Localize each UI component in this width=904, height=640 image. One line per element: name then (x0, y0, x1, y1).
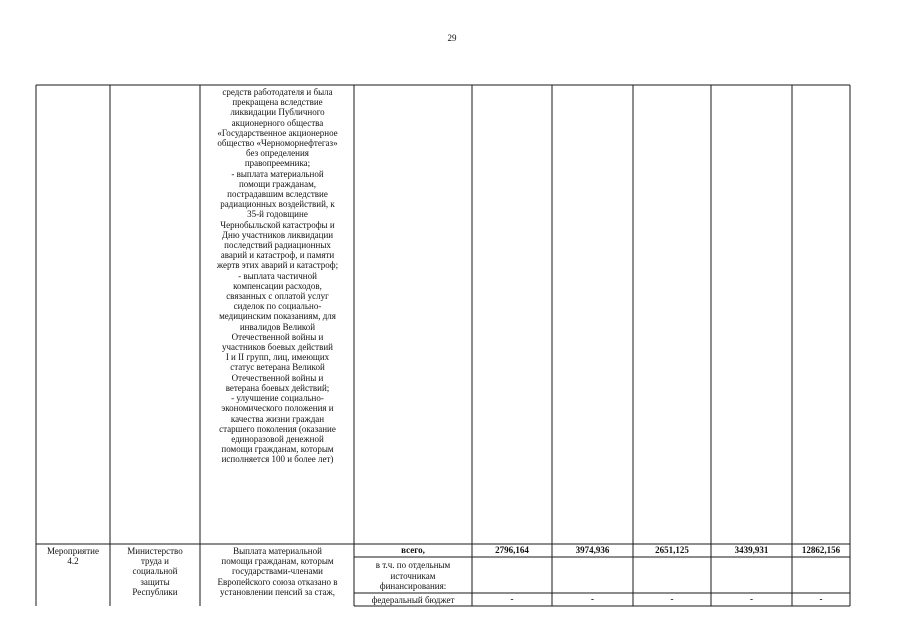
text-line: средств работодателя и была (222, 87, 333, 97)
text-line: аварий и катастроф, и памяти (220, 250, 335, 261)
text-line: источникам (390, 570, 436, 581)
text-line: в т.ч. по отдельным (375, 560, 451, 570)
text-line: ликвидации Публичного (230, 107, 325, 118)
text-line: социальной (132, 566, 178, 577)
text-line: Министерство (127, 546, 183, 556)
text-line: связанных с оплатой услуг (226, 291, 329, 302)
text-line: - выплата материальной (231, 168, 324, 179)
text-line: единоразовой денежной (231, 433, 324, 444)
measure-description (200, 546, 355, 597)
text-line: финансирования: (379, 581, 447, 591)
total-value-2: 3974,936 (575, 545, 610, 555)
text-line: пострадавшим вследствие (227, 189, 328, 200)
text-line: компенсации расходов, (233, 280, 322, 291)
text-line: акционерного общества (231, 117, 324, 128)
federal-value-3: - (670, 594, 674, 604)
text-line: Европейского союза отказано в (217, 576, 338, 587)
text-line: помощи гражданам, которым (221, 556, 334, 567)
text-line: инвалидов Великой (239, 321, 316, 332)
total-value-5: 12862,156 (801, 545, 841, 555)
text-line: радиационных воздействий, к (220, 199, 335, 210)
text-line: прекращена вследствие (232, 97, 323, 108)
text-line: экономического положения и (221, 403, 334, 414)
text-line: помощи гражданам, (238, 178, 317, 189)
text-line: Чернобыльской катастрофы и (220, 219, 335, 230)
source-separate (354, 560, 472, 592)
text-line: Мероприятие (47, 546, 99, 556)
source-total: всего, (401, 545, 425, 555)
federal-value-4: - (750, 594, 753, 604)
federal-value-5: - (819, 594, 823, 604)
text-line: участников боевых действий (222, 342, 333, 353)
federal-value-2: - (591, 594, 594, 604)
total-value-1: 2796,164 (495, 545, 529, 555)
text-line: - выплата частичной (238, 270, 317, 281)
text-line: сиделок по социально- (233, 301, 322, 312)
description-continuation (200, 87, 355, 465)
text-line: труда и (141, 556, 169, 567)
text-line: ветерана боевых действий; (225, 382, 330, 393)
text-line: государствами-членами (232, 566, 323, 577)
text-line: правопреемника; (244, 158, 311, 169)
text-line: исполняется 100 и более лет) (221, 454, 334, 465)
text-line: I и II групп, лиц, имеющих (225, 352, 330, 363)
text-line: без определения (246, 148, 309, 159)
text-line: последствий радиационных (224, 240, 331, 251)
federal-value-1: - (510, 594, 514, 604)
total-value-4: 3439,931 (734, 545, 769, 555)
text-line: защиты (140, 576, 170, 587)
page-number: 29 (447, 33, 457, 43)
total-value-3: 2651,125 (655, 545, 689, 555)
source-federal: федеральный бюджет (371, 595, 455, 605)
text-line: установлении пенсий за стаж, (220, 586, 335, 597)
text-line: качества жизни граждан (230, 413, 325, 424)
text-line: помощи гражданам, которым (221, 444, 334, 455)
text-line: 4.2 (67, 556, 79, 567)
text-line: Отечественной войны и (231, 372, 324, 383)
text-line: Республики (132, 586, 178, 597)
text-line: медицинским показаниям, для (219, 311, 336, 322)
text-line: жертв этих аварий и катастроф; (216, 260, 339, 271)
text-line: Отечественной войны и (231, 331, 324, 342)
text-line: Дню участников ликвидации (221, 229, 334, 240)
text-line: 35-й годовщине (247, 209, 308, 220)
measure-id (36, 546, 110, 566)
text-line: - улучшение социально- (231, 393, 324, 404)
text-line: Выплата материальной (233, 546, 322, 556)
measure-executor (110, 546, 200, 597)
text-line: статус ветерана Великой (230, 362, 325, 373)
text-line: «Государственное акционерное (217, 127, 338, 138)
text-line: старшего поколения (оказание (219, 423, 336, 434)
text-line: общество «Черноморнефтегаз» (217, 138, 338, 149)
